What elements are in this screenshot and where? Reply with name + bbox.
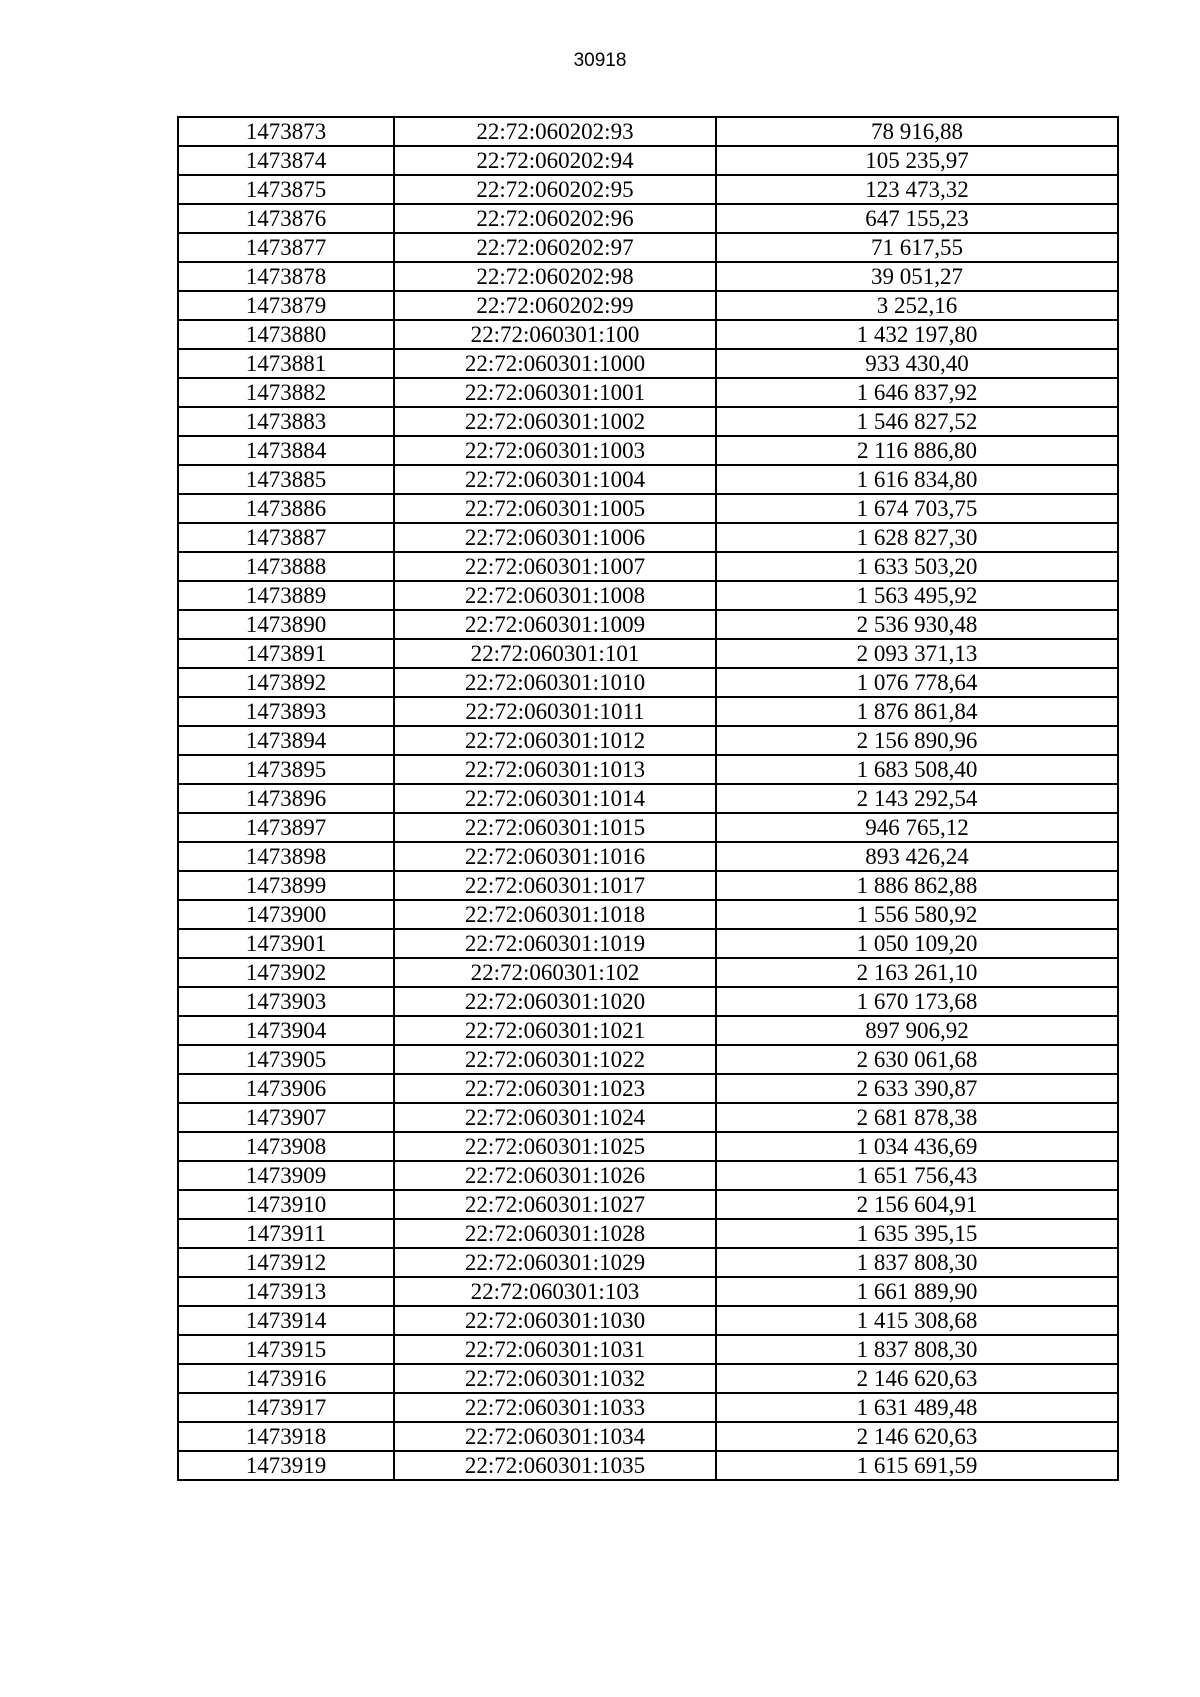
record-number-cell: 1473888 <box>178 552 394 581</box>
record-number-cell: 1473893 <box>178 697 394 726</box>
table-row <box>178 871 1118 900</box>
record-number-cell: 1473907 <box>178 1103 394 1132</box>
table-row <box>178 1132 1118 1161</box>
record-number-cell: 1473891 <box>178 639 394 668</box>
table-row <box>178 1306 1118 1335</box>
cadastral-number-cell: 22:72:060301:1006 <box>394 523 716 552</box>
cadastral-number-cell: 22:72:060301:1029 <box>394 1248 716 1277</box>
record-number-cell: 1473918 <box>178 1422 394 1451</box>
record-number-cell: 1473873 <box>178 117 394 146</box>
record-number-cell: 1473913 <box>178 1277 394 1306</box>
value-cell: 2 163 261,10 <box>716 958 1118 987</box>
table-row <box>178 668 1118 697</box>
record-number-cell: 1473916 <box>178 1364 394 1393</box>
value-cell: 1 415 308,68 <box>716 1306 1118 1335</box>
value-cell: 78 916,88 <box>716 117 1118 146</box>
record-number-cell: 1473884 <box>178 436 394 465</box>
record-number-cell: 1473900 <box>178 900 394 929</box>
record-number-cell: 1473903 <box>178 987 394 1016</box>
table-row <box>178 1248 1118 1277</box>
table-row <box>178 1190 1118 1219</box>
cadastral-number-cell: 22:72:060301:103 <box>394 1277 716 1306</box>
value-cell: 2 681 878,38 <box>716 1103 1118 1132</box>
cadastral-number-cell: 22:72:060301:1007 <box>394 552 716 581</box>
value-cell: 2 536 930,48 <box>716 610 1118 639</box>
value-cell: 1 635 395,15 <box>716 1219 1118 1248</box>
cadastral-number-cell: 22:72:060301:1027 <box>394 1190 716 1219</box>
table-row <box>178 1074 1118 1103</box>
value-cell: 1 615 691,59 <box>716 1451 1118 1480</box>
cadastral-number-cell: 22:72:060301:1035 <box>394 1451 716 1480</box>
record-number-cell: 1473885 <box>178 465 394 494</box>
table-row <box>178 987 1118 1016</box>
cadastral-number-cell: 22:72:060301:1004 <box>394 465 716 494</box>
record-number-cell: 1473874 <box>178 146 394 175</box>
cadastral-number-cell: 22:72:060301:1011 <box>394 697 716 726</box>
record-number-cell: 1473882 <box>178 378 394 407</box>
cadastral-number-cell: 22:72:060301:1019 <box>394 929 716 958</box>
value-cell: 1 563 495,92 <box>716 581 1118 610</box>
table-row <box>178 552 1118 581</box>
table-row <box>178 1393 1118 1422</box>
table-body <box>178 117 1118 1480</box>
value-cell: 1 837 808,30 <box>716 1335 1118 1364</box>
page-number: 30918 <box>573 50 627 71</box>
cadastral-number-cell: 22:72:060301:1026 <box>394 1161 716 1190</box>
table-row <box>178 813 1118 842</box>
value-cell: 946 765,12 <box>716 813 1118 842</box>
table-row <box>178 842 1118 871</box>
record-number-cell: 1473902 <box>178 958 394 987</box>
cadastral-number-cell: 22:72:060202:96 <box>394 204 716 233</box>
value-cell: 123 473,32 <box>716 175 1118 204</box>
table-row <box>178 755 1118 784</box>
value-cell: 1 076 778,64 <box>716 668 1118 697</box>
record-number-cell: 1473890 <box>178 610 394 639</box>
record-number-cell: 1473917 <box>178 1393 394 1422</box>
cadastral-number-cell: 22:72:060301:1020 <box>394 987 716 1016</box>
value-cell: 1 050 109,20 <box>716 929 1118 958</box>
record-number-cell: 1473875 <box>178 175 394 204</box>
value-cell: 1 631 489,48 <box>716 1393 1118 1422</box>
value-cell: 893 426,24 <box>716 842 1118 871</box>
cadastral-number-cell: 22:72:060301:1018 <box>394 900 716 929</box>
record-number-cell: 1473880 <box>178 320 394 349</box>
cadastral-number-cell: 22:72:060202:93 <box>394 117 716 146</box>
value-cell: 2 146 620,63 <box>716 1364 1118 1393</box>
record-number-cell: 1473886 <box>178 494 394 523</box>
cadastral-number-cell: 22:72:060202:98 <box>394 262 716 291</box>
cadastral-number-cell: 22:72:060301:1000 <box>394 349 716 378</box>
value-cell: 647 155,23 <box>716 204 1118 233</box>
value-cell: 3 252,16 <box>716 291 1118 320</box>
record-number-cell: 1473912 <box>178 1248 394 1277</box>
table-row <box>178 117 1118 146</box>
cadastral-number-cell: 22:72:060301:100 <box>394 320 716 349</box>
cadastral-number-cell: 22:72:060301:1023 <box>394 1074 716 1103</box>
cadastral-number-cell: 22:72:060301:1003 <box>394 436 716 465</box>
table-row <box>178 1364 1118 1393</box>
record-number-cell: 1473895 <box>178 755 394 784</box>
record-number-cell: 1473883 <box>178 407 394 436</box>
cadastral-number-cell: 22:72:060301:1024 <box>394 1103 716 1132</box>
value-cell: 1 876 861,84 <box>716 697 1118 726</box>
value-cell: 2 143 292,54 <box>716 784 1118 813</box>
cadastral-number-cell: 22:72:060202:95 <box>394 175 716 204</box>
cadastral-number-cell: 22:72:060202:94 <box>394 146 716 175</box>
record-number-cell: 1473898 <box>178 842 394 871</box>
value-cell: 897 906,92 <box>716 1016 1118 1045</box>
record-number-cell: 1473919 <box>178 1451 394 1480</box>
record-number-cell: 1473905 <box>178 1045 394 1074</box>
value-cell: 2 146 620,63 <box>716 1422 1118 1451</box>
record-number-cell: 1473887 <box>178 523 394 552</box>
value-cell: 105 235,97 <box>716 146 1118 175</box>
value-cell: 71 617,55 <box>716 233 1118 262</box>
value-cell: 1 661 889,90 <box>716 1277 1118 1306</box>
cadastral-number-cell: 22:72:060301:1013 <box>394 755 716 784</box>
table-row <box>178 1219 1118 1248</box>
cadastral-number-cell: 22:72:060202:99 <box>394 291 716 320</box>
cadastral-number-cell: 22:72:060301:1017 <box>394 871 716 900</box>
value-cell: 1 616 834,80 <box>716 465 1118 494</box>
table-row <box>178 1451 1118 1480</box>
table-row <box>178 1335 1118 1364</box>
record-number-cell: 1473877 <box>178 233 394 262</box>
record-number-cell: 1473914 <box>178 1306 394 1335</box>
table-row <box>178 291 1118 320</box>
table-row <box>178 465 1118 494</box>
cadastral-number-cell: 22:72:060202:97 <box>394 233 716 262</box>
record-number-cell: 1473915 <box>178 1335 394 1364</box>
table-row <box>178 929 1118 958</box>
cadastral-number-cell: 22:72:060301:1030 <box>394 1306 716 1335</box>
table-row <box>178 1422 1118 1451</box>
cadastral-number-cell: 22:72:060301:1012 <box>394 726 716 755</box>
value-cell: 1 546 827,52 <box>716 407 1118 436</box>
table-row <box>178 581 1118 610</box>
table-row <box>178 262 1118 291</box>
record-number-cell: 1473879 <box>178 291 394 320</box>
cadastral-number-cell: 22:72:060301:1025 <box>394 1132 716 1161</box>
table-row <box>178 494 1118 523</box>
record-number-cell: 1473911 <box>178 1219 394 1248</box>
value-cell: 39 051,27 <box>716 262 1118 291</box>
value-cell: 1 651 756,43 <box>716 1161 1118 1190</box>
value-cell: 1 034 436,69 <box>716 1132 1118 1161</box>
cadastral-number-cell: 22:72:060301:1010 <box>394 668 716 697</box>
cadastral-number-cell: 22:72:060301:1009 <box>394 610 716 639</box>
value-cell: 1 886 862,88 <box>716 871 1118 900</box>
data-table <box>177 116 1119 1481</box>
table-row <box>178 349 1118 378</box>
record-number-cell: 1473904 <box>178 1016 394 1045</box>
cadastral-number-cell: 22:72:060301:101 <box>394 639 716 668</box>
table-row <box>178 320 1118 349</box>
cadastral-number-cell: 22:72:060301:102 <box>394 958 716 987</box>
table-row <box>178 1103 1118 1132</box>
table-row <box>178 900 1118 929</box>
record-number-cell: 1473909 <box>178 1161 394 1190</box>
table-row <box>178 436 1118 465</box>
value-cell: 2 093 371,13 <box>716 639 1118 668</box>
record-number-cell: 1473908 <box>178 1132 394 1161</box>
table-row <box>178 1016 1118 1045</box>
record-number-cell: 1473910 <box>178 1190 394 1219</box>
cadastral-number-cell: 22:72:060301:1034 <box>394 1422 716 1451</box>
table-row <box>178 378 1118 407</box>
value-cell: 1 628 827,30 <box>716 523 1118 552</box>
table-row <box>178 204 1118 233</box>
table-row <box>178 175 1118 204</box>
cadastral-number-cell: 22:72:060301:1021 <box>394 1016 716 1045</box>
cadastral-number-cell: 22:72:060301:1022 <box>394 1045 716 1074</box>
value-cell: 1 432 197,80 <box>716 320 1118 349</box>
record-number-cell: 1473889 <box>178 581 394 610</box>
table-row <box>178 784 1118 813</box>
table-row <box>178 610 1118 639</box>
record-number-cell: 1473897 <box>178 813 394 842</box>
value-cell: 1 633 503,20 <box>716 552 1118 581</box>
cadastral-number-cell: 22:72:060301:1002 <box>394 407 716 436</box>
cadastral-number-cell: 22:72:060301:1031 <box>394 1335 716 1364</box>
value-cell: 1 674 703,75 <box>716 494 1118 523</box>
record-number-cell: 1473878 <box>178 262 394 291</box>
record-number-cell: 1473892 <box>178 668 394 697</box>
record-number-cell: 1473894 <box>178 726 394 755</box>
cadastral-number-cell: 22:72:060301:1028 <box>394 1219 716 1248</box>
record-number-cell: 1473899 <box>178 871 394 900</box>
record-number-cell: 1473901 <box>178 929 394 958</box>
value-cell: 1 670 173,68 <box>716 987 1118 1016</box>
value-cell: 2 156 604,91 <box>716 1190 1118 1219</box>
cadastral-number-cell: 22:72:060301:1016 <box>394 842 716 871</box>
cadastral-number-cell: 22:72:060301:1014 <box>394 784 716 813</box>
table-row <box>178 1277 1118 1306</box>
value-cell: 2 156 890,96 <box>716 726 1118 755</box>
value-cell: 933 430,40 <box>716 349 1118 378</box>
record-number-cell: 1473881 <box>178 349 394 378</box>
value-cell: 1 556 580,92 <box>716 900 1118 929</box>
table-row <box>178 1161 1118 1190</box>
cadastral-number-cell: 22:72:060301:1032 <box>394 1364 716 1393</box>
table-row <box>178 233 1118 262</box>
table-row <box>178 726 1118 755</box>
record-number-cell: 1473896 <box>178 784 394 813</box>
value-cell: 1 837 808,30 <box>716 1248 1118 1277</box>
value-cell: 2 633 390,87 <box>716 1074 1118 1103</box>
cadastral-number-cell: 22:72:060301:1015 <box>394 813 716 842</box>
value-cell: 2 116 886,80 <box>716 436 1118 465</box>
value-cell: 1 646 837,92 <box>716 378 1118 407</box>
record-number-cell: 1473876 <box>178 204 394 233</box>
record-number-cell: 1473906 <box>178 1074 394 1103</box>
table-row <box>178 407 1118 436</box>
value-cell: 1 683 508,40 <box>716 755 1118 784</box>
table-row <box>178 697 1118 726</box>
cadastral-number-cell: 22:72:060301:1005 <box>394 494 716 523</box>
cadastral-number-cell: 22:72:060301:1008 <box>394 581 716 610</box>
cadastral-number-cell: 22:72:060301:1001 <box>394 378 716 407</box>
table-row <box>178 1045 1118 1074</box>
table-row <box>178 146 1118 175</box>
cadastral-number-cell: 22:72:060301:1033 <box>394 1393 716 1422</box>
table-row <box>178 523 1118 552</box>
table-row <box>178 639 1118 668</box>
table-row <box>178 958 1118 987</box>
value-cell: 2 630 061,68 <box>716 1045 1118 1074</box>
